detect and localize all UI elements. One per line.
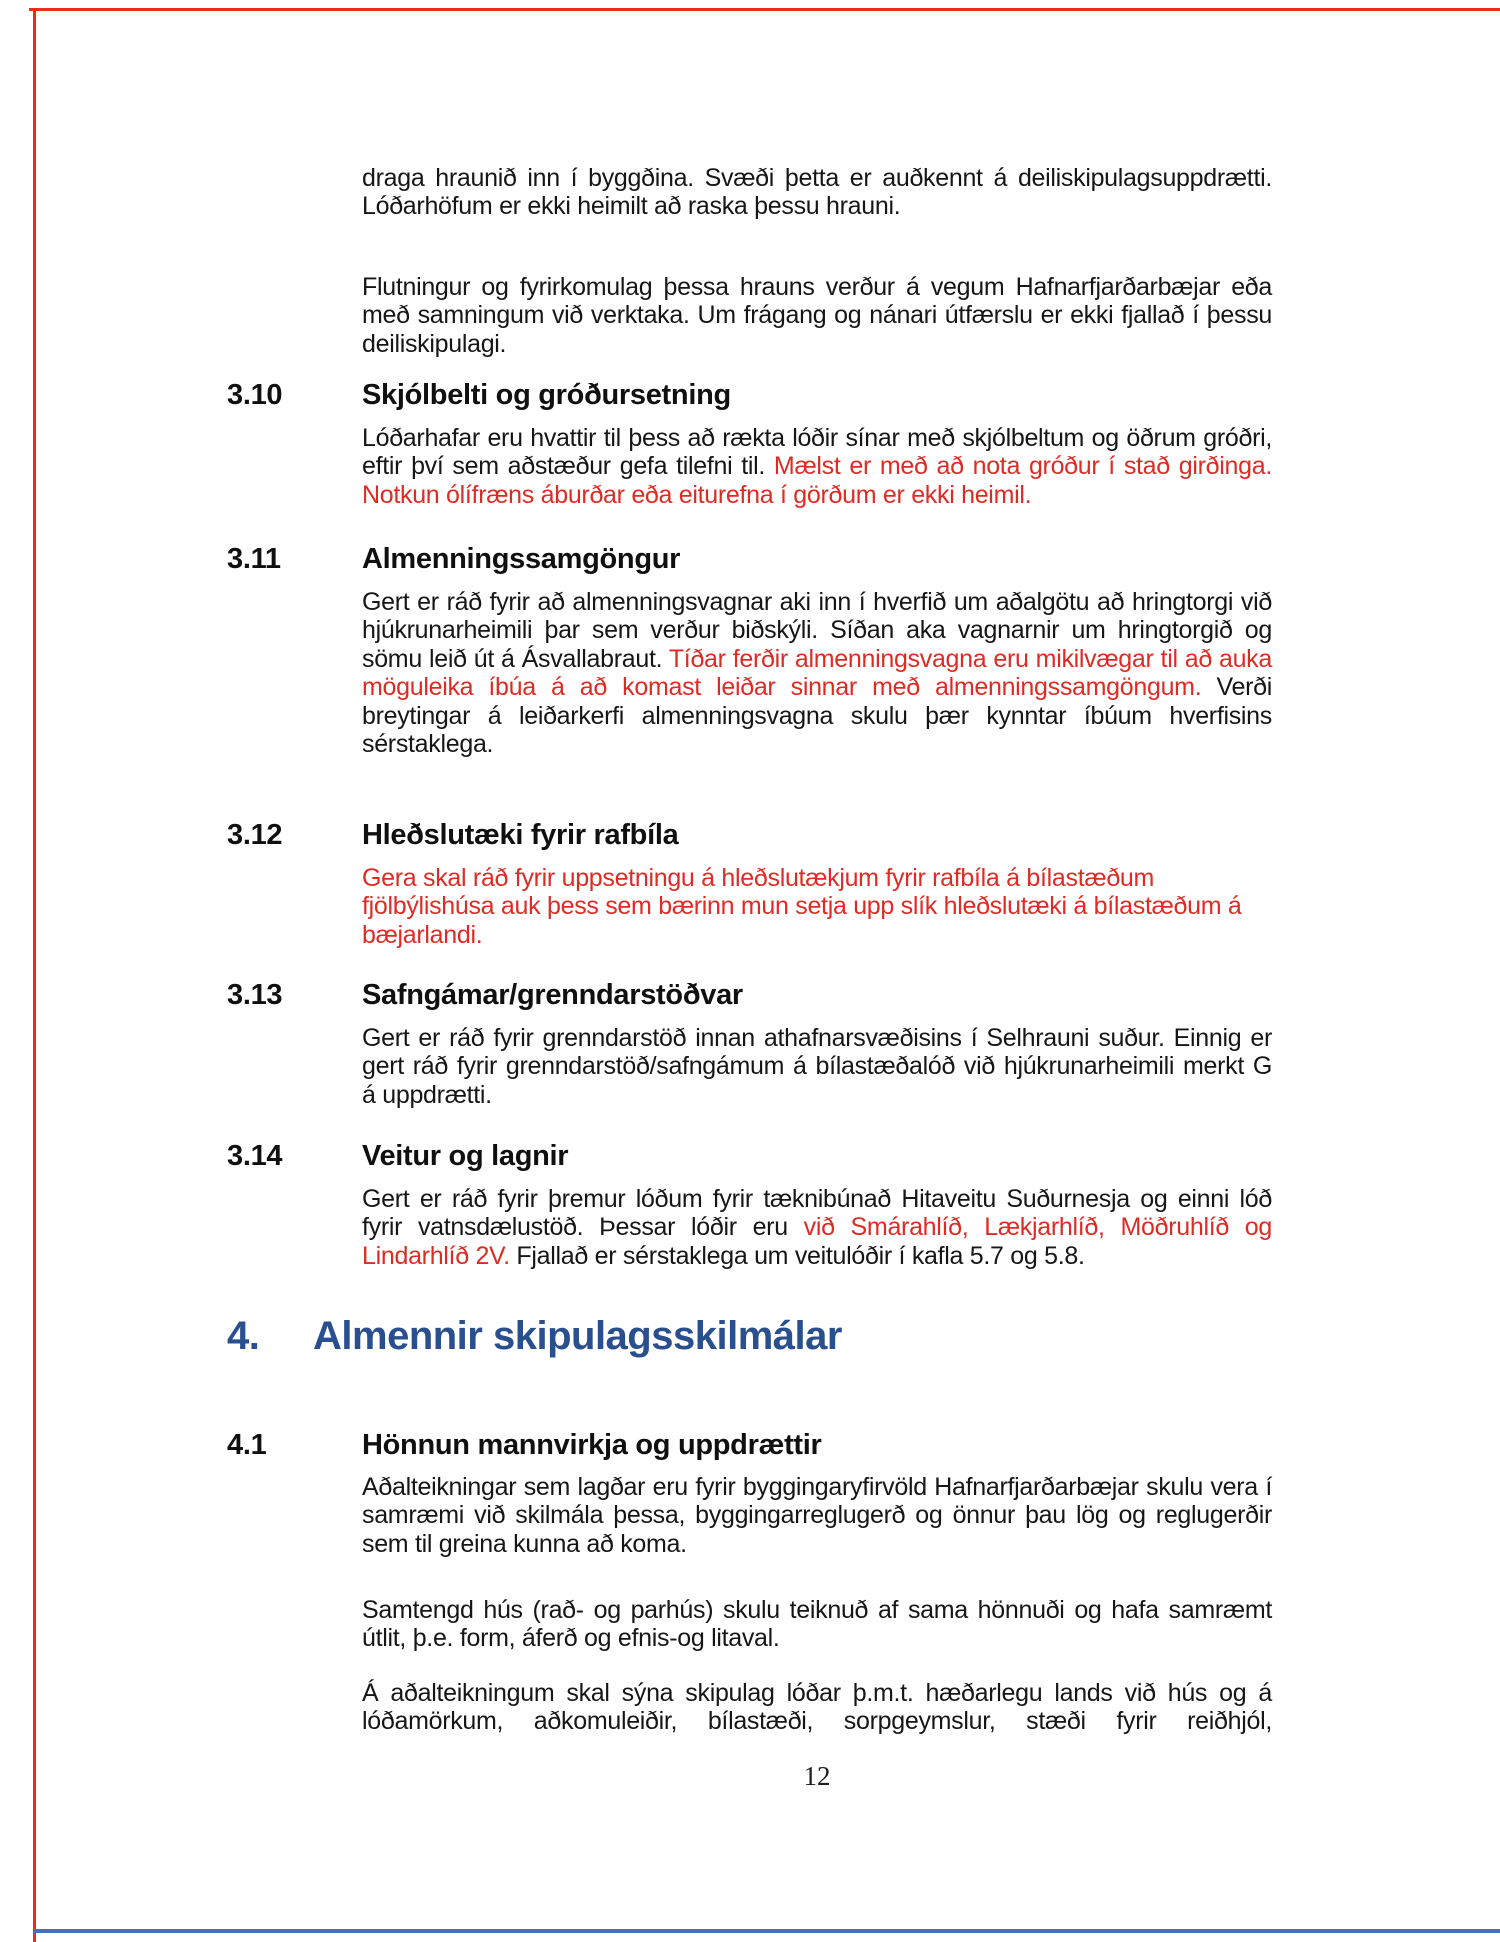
body-text-run: Gert er ráð fyrir þremur lóðum fyrir tæknibúnað Hitaveitu Suðurnesja og einni lóð fyrir vatnsdælustöð. Þessar lóðir eru — [362, 1185, 1272, 1242]
section-heading-3.11 — [227, 543, 1287, 575]
paragraph — [362, 864, 1272, 949]
paragraph — [362, 1185, 1272, 1270]
paragraph — [362, 588, 1272, 758]
section-number: 3.14 — [227, 1140, 283, 1172]
revision-text-run: Mælst er með að nota gróður í stað girðinga. Notkun ólífræns áburðar eða eiturefna í görðum er ekki heimil. — [362, 452, 1272, 509]
section-number: 3.12 — [227, 819, 283, 851]
paragraph — [362, 424, 1272, 509]
paragraph — [362, 1024, 1272, 1109]
paragraph — [362, 1473, 1272, 1558]
section-title: Almenningssamgöngur — [362, 543, 681, 575]
section-number: 4. — [227, 1314, 260, 1358]
body-text-run: Verði breytingar á leiðarkerfi almenningsvagna skulu þær kynntar íbúum hverfisins sérstaklega. — [362, 673, 1272, 759]
body-text-run: Gert er ráð fyrir grenndarstöð innan athafnarsvæðisins í Selhrauni suður. Einnig er gert ráð fyrir grenndarstöð/safngámum á bílastæðalóð við hjúkrunarheimili merkt G á uppdrætti. — [362, 1024, 1272, 1109]
body-text-run: Flutningur og fyrirkomulag þessa hrauns verður á vegum Hafnarfjarðarbæjar eða með samningum við verktaka. Um frágang og nánari útfærslu er ekki fjallað í þessu deiliskipulagi. — [362, 273, 1272, 358]
section-number: 4.1 — [227, 1429, 267, 1461]
section-title: Hleðslutæki fyrir rafbíla — [362, 819, 679, 851]
body-text-run: Aðalteikningar sem lagðar eru fyrir byggingaryfirvöld Hafnarfjarðarbæjar skulu vera í samræmi við skilmála þessa, byggingarreglugerð og önnur þau lög og reglugerðir sem til greina kunna að koma. — [362, 1473, 1272, 1558]
section-heading-3.12 — [227, 819, 1287, 851]
bottom-blue-rule — [33, 1929, 1500, 1933]
paragraph — [362, 164, 1272, 221]
revision-text-run: við Smárahlíð, Lækjarhlíð, Möðruhlíð og Lindarhlíð 2V. — [362, 1213, 1272, 1270]
top-red-rule — [29, 8, 1500, 11]
section-title: Skjólbelti og gróðursetning — [362, 379, 731, 411]
body-text-run: Fjallað er sérstaklega um veitulóðir í kafla 5.7 og 5.8. — [509, 1241, 1085, 1270]
paragraph — [362, 1596, 1272, 1653]
body-text-run: Samtengd hús (rað- og parhús) skulu teiknuð af sama hönnuði og hafa samræmt útlit, þ.e. form, áferð og efnis-og litaval. — [362, 1596, 1272, 1653]
section-number: 3.11 — [227, 543, 281, 575]
body-text-run: Á aðalteikningum skal sýna skipulag lóðar þ.m.t. hæðarlegu lands við hús og á lóðamörkum, aðkomuleiðir, bílastæði, sorpgeymslur, stæði fyrir reiðhjól, — [362, 1679, 1272, 1736]
body-text-run: draga hraunið inn í byggðina. Svæði þetta er auðkennt á deiliskipulagsuppdrætti. Lóðarhöfum er ekki heimilt að raska þessu hrauni. — [362, 164, 1272, 221]
body-text-run: Gert er ráð fyrir að almenningsvagnar aki inn í hverfið um aðalgötu að hringtorgi við hjúkrunarheimili þar sem verður biðskýli. Síðan aka vagnarnir um hringtorgið og sömu leið út á Ásvallabraut. — [362, 588, 1272, 673]
section-heading-3.13 — [227, 979, 1287, 1011]
section-title: Veitur og lagnir — [362, 1140, 569, 1172]
section-heading-3.14 — [227, 1140, 1287, 1172]
paragraph — [362, 1679, 1272, 1736]
section-heading-3.10 — [227, 379, 1287, 411]
left-red-rule — [33, 8, 36, 1942]
body-text-run: Lóðarhafar eru hvattir til þess að rækta lóðir sínar með skjólbeltum og öðrum gróðri, eftir því sem aðstæður gefa tilefni til. — [362, 424, 1272, 481]
section-title: Safngámar/grenndarstöðvar — [362, 979, 743, 1011]
section-title: Hönnun mannvirkja og uppdrættir — [362, 1429, 822, 1461]
section-heading-4 — [227, 1314, 1287, 1358]
page-number: 12 — [803, 1761, 831, 1791]
paragraph — [362, 273, 1272, 358]
section-number: 3.10 — [227, 379, 283, 411]
section-number: 3.13 — [227, 979, 283, 1011]
revision-text-run: Tíðar ferðir almenningsvagna eru mikilvægar til að auka möguleika íbúa á að komast leiðar sinnar með almenningssamgöngum. — [362, 644, 1272, 702]
revision-text-run: Gera skal ráð fyrir uppsetningu á hleðslutækjum fyrir rafbíla á bílastæðum fjölbýlishúsa auk þess sem bærinn mun setja upp slík hleðslutæki á bílastæðum á bæjarlandi. — [362, 864, 1242, 949]
section-heading-4.1 — [227, 1429, 1287, 1461]
section-title: Almennir skipulagsskilmálar — [313, 1314, 842, 1358]
